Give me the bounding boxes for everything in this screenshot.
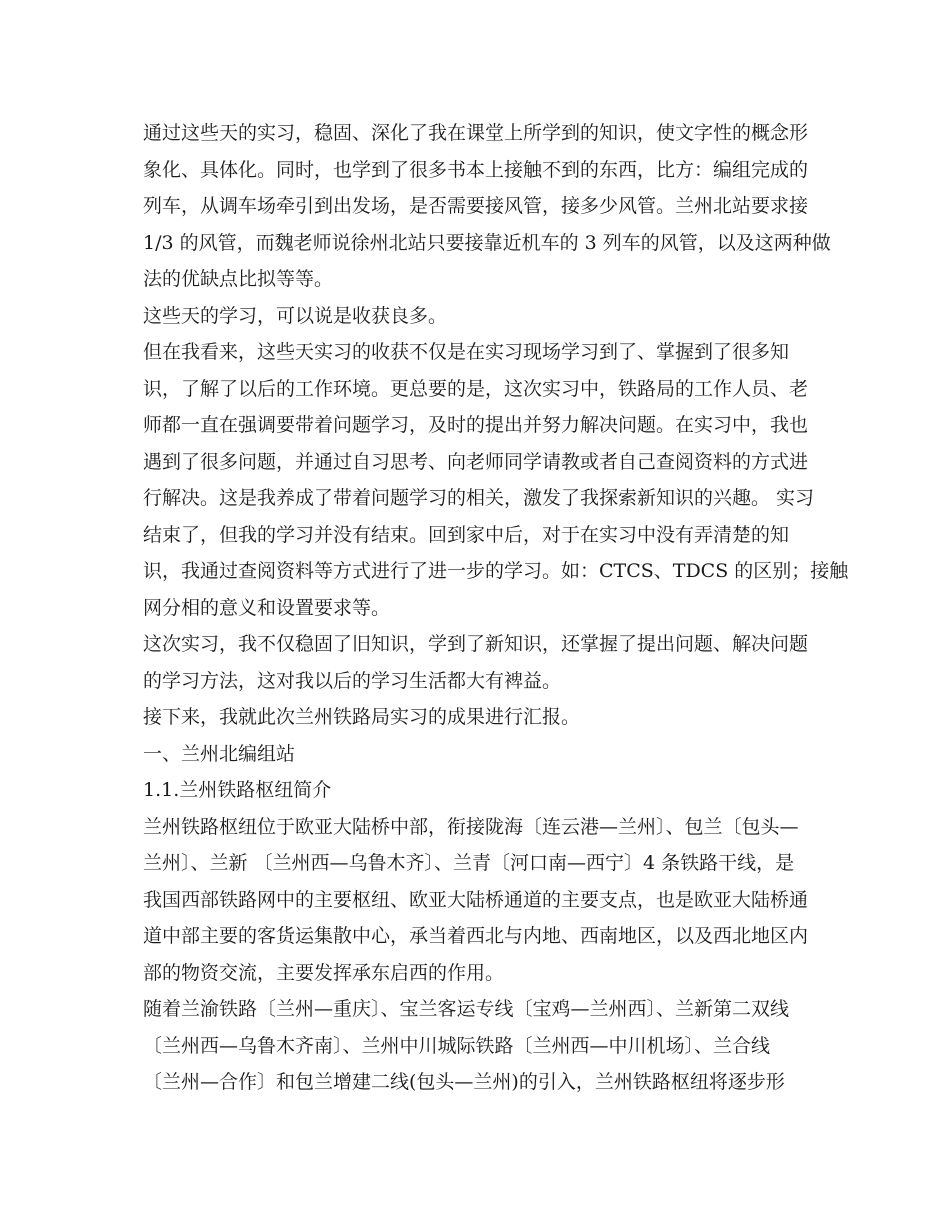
text-line: 道中部主要的客货运集散中心，承当着西北与内地、西南地区，以及西北地区内 (143, 925, 809, 947)
document-body (143, 115, 849, 1101)
text-line: 通过这些天的实习，稳固、深化了我在课堂上所学到的知识，使文字性的概念形 (143, 122, 809, 144)
subsection-heading: 1.1.兰州铁路枢纽简介 (143, 779, 332, 801)
text-line: 的学习方法，这对我以后的学习生活都大有裨益。 (143, 669, 562, 692)
text-line: 这些天的学习，可以说是收获良多。 (143, 304, 448, 327)
text-line: 这次实习，我不仅稳固了旧知识，学到了新知识，还掌握了提出问题、解决问题 (143, 633, 809, 655)
text-line: 1/3 的风管，而魏老师说徐州北站只要接靠近机车的 3 列车的风管，以及这两种做 (143, 231, 831, 254)
text-line: 列车，从调车场牵引到出发场，是否需要接风管，接多少风管。兰州北站要求接 (143, 195, 809, 217)
section-heading: 一、兰州北编组站 (143, 742, 296, 765)
text-line: 师都一直在强调要带着问题学习，及时的提出并努力解决问题。在实习中，我也 (143, 414, 809, 436)
text-line: 结束了，但我的学习并没有结束。回到家中后，对于在实习中没有弄清楚的知 (143, 523, 790, 546)
text-line: 接下来，我就此次兰州铁路局实习的成果进行汇报。 (143, 706, 581, 728)
text-line: 识，我通过查阅资料等方式进行了进一步的学习。如：CTCS、TDCS 的区别；接触 (143, 560, 849, 582)
text-line: 部的物资交流，主要发挥承东启西的作用。 (143, 961, 505, 984)
text-line: 我国西部铁路网中的主要枢纽、欧亚大陆桥通道的主要支点，也是欧亚大陆桥通 (143, 888, 809, 911)
text-line: 网分相的意义和设置要求等。 (143, 596, 391, 619)
text-line: 象化、具体化。同时，也学到了很多书本上接触不到的东西，比方：编组完成的 (143, 158, 809, 181)
text-line: 〔兰州西—乌鲁木齐南〕、兰州中川城际铁路〔兰州西—中川机场〕、兰合线 (143, 1034, 771, 1057)
text-line: 行解决。这是我养成了带着问题学习的相关，激发了我探索新知识的兴趣。 实习 (143, 487, 815, 509)
text-line: 法的优缺点比拟等等。 (143, 268, 334, 290)
text-line: 〔兰州—合作〕和包兰增建二线(包头—兰州)的引入，兰州铁路枢纽将逐步形 (143, 1071, 785, 1093)
text-line: 兰州〕、兰新 〔兰州西—乌鲁木齐〕、兰青〔河口南—西宁〕4 条铁路干线，是 (143, 852, 795, 874)
text-line: 但在我看来，这些天实习的收获不仅是在实习现场学习到了、掌握到了很多知 (143, 341, 790, 363)
text-line: 兰州铁路枢纽位于欧亚大陆桥中部，衔接陇海〔连云港—兰州〕、包兰〔包头— (143, 815, 799, 838)
text-line: 遇到了很多问题，并通过自习思考、向老师同学请教或者自己查阅资料的方式进 (143, 450, 809, 473)
text-line: 随着兰渝铁路〔兰州—重庆〕、宝兰客运专线〔宝鸡—兰州西〕、兰新第二双线 (143, 998, 790, 1020)
text-line: 识，了解了以后的工作环境。更总要的是，这次实习中，铁路局的工作人员、老 (143, 377, 809, 400)
